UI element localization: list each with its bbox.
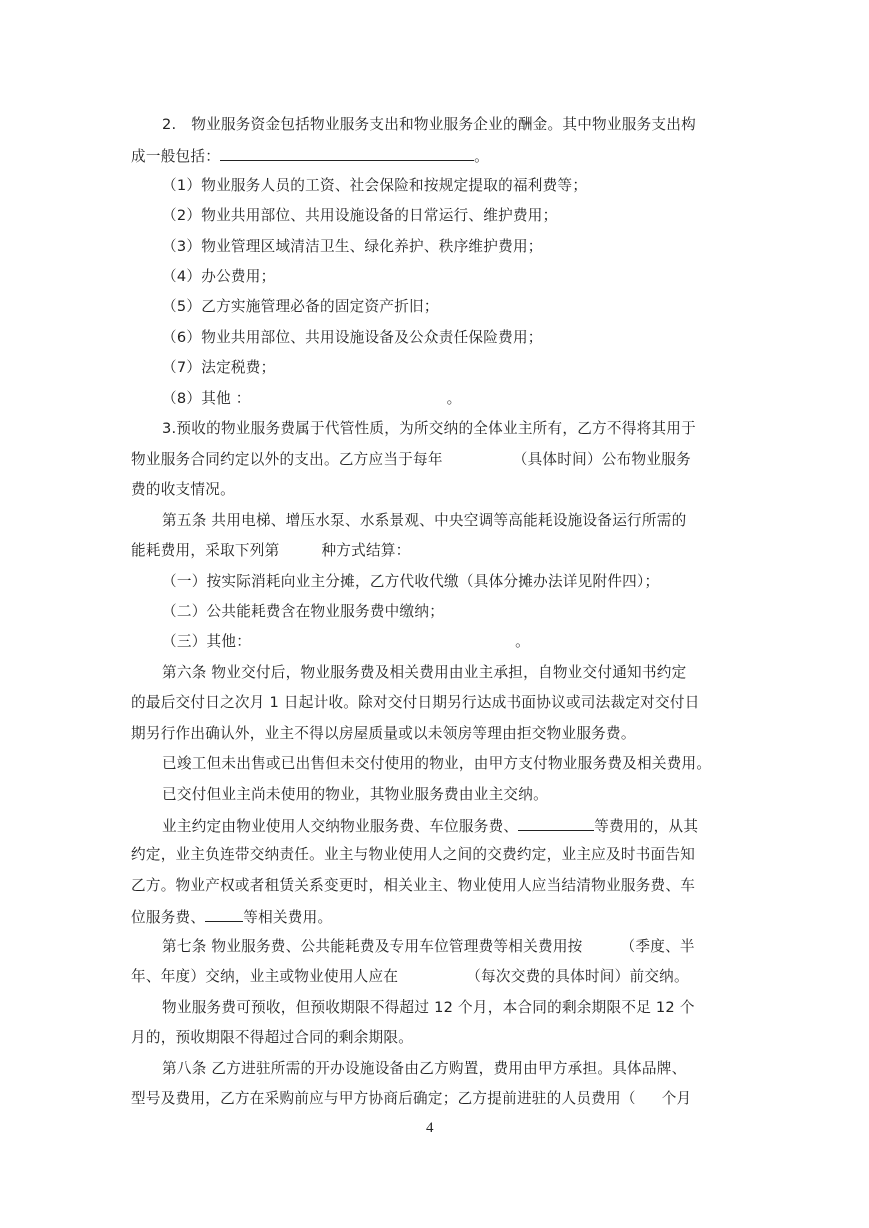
text: （每次交费的具体时间）前交纳。 [466, 968, 689, 985]
blank-field [518, 815, 594, 831]
article-6-line-3: 期另行作出确认外，业主不得以房屋质量或以未领房等理由拒交物业服务费。 [131, 725, 636, 742]
article-8-line-1: 第八条 乙方进驻所需的开办设施设备由乙方购置，费用由甲方承担。具体品牌、 [162, 1060, 687, 1077]
article-5-option-1: （一）按实际消耗向业主分摊，乙方代收代缴（具体分摊办法详见附件四）； [162, 573, 660, 590]
text: 等费用的，从其 [594, 818, 699, 835]
article-5-line-1: 第五条 共用电梯、增压水泵、水系景观、中央空调等高能耗设施设备运行所需的 [162, 512, 687, 529]
article-5-option-3 [162, 632, 530, 652]
article-7-line-1 [162, 937, 695, 957]
text: 型号及费用，乙方在采购前应与甲方协商后确定；乙方提前进驻的人员费用（ [131, 1090, 636, 1107]
text: （三）其他： [162, 633, 252, 650]
list-item-2: （2）物业共用部位、共用设施设备的日常运行、维护费用； [162, 207, 558, 224]
article-5-option-2: （二）公共能耗费含在物业服务费中缴纳； [162, 603, 445, 620]
para-3-line-3: 费的收支情况。 [131, 481, 235, 498]
article-6-para-4-line-1 [162, 815, 698, 837]
article-8-line-2 [131, 1089, 691, 1109]
text: （8）其他 ： [162, 390, 251, 407]
article-6-para-4-line-2: 约定，业主负连带交纳责任。业主与物业使用人之间的交费约定，业主应及时书面告知 [131, 846, 696, 863]
article-7-line-2 [131, 967, 689, 987]
article-6-para-4-line-3: 乙方。物业产权或者租赁关系变更时，相关业主、物业使用人应当结清物业服务费、车 [131, 877, 696, 894]
list-item-7: （7）法定税费； [162, 359, 276, 376]
para-3-line-2 [131, 450, 691, 470]
list-item-4: （4）办公费用； [162, 268, 276, 285]
article-6-line-1: 第六条 物业交付后，物业服务费及相关费用由业主承担，自物业交付通知书约定 [162, 664, 687, 681]
text: 。 [515, 633, 530, 650]
text: （具体时间）公布物业服务 [512, 451, 691, 468]
list-item-1: （1）物业服务人员的工资、社会保险和按规定提取的福利费等； [162, 177, 588, 194]
text: 。 [446, 390, 462, 407]
text: 第七条 物业服务费、公共能耗费及专用车位管理费等相关费用按 [162, 938, 583, 955]
article-6-line-2: 的最后交付日之次月 1 日起计收。除对交付日期另行达成书面协议或司法裁定对交付日 [131, 694, 700, 711]
article-7-para-2-line-2: 月的，预收期限不得超过合同的剩余期限。 [131, 1029, 414, 1046]
text: 位服务费、 [131, 909, 206, 926]
text: 。 [474, 148, 489, 165]
page-number: 4 [426, 1120, 434, 1136]
text: （季度、半 [620, 938, 695, 955]
para-2-line-1: 2. 物业服务资金包括物业服务支出和物业服务企业的酬金。其中物业服务支出构 [162, 116, 696, 133]
text: 年、年度）交纳，业主或物业使用人应在 [131, 968, 399, 985]
list-item-8 [162, 389, 462, 409]
text: 个月 [661, 1090, 692, 1107]
article-5-line-2 [131, 541, 411, 561]
article-7-para-2-line-1: 物业服务费可预收，但预收期限不得超过 12 个月，本合同的剩余期限不足 12 个 [162, 999, 695, 1016]
article-6-para-3: 已交付但业主尚未使用的物业，其物业服务费由业主交纳。 [162, 786, 548, 803]
blank-field [205, 906, 243, 922]
text: 能耗费用，采取下列第 [131, 542, 280, 559]
text: 成一般包括： [131, 148, 221, 165]
article-6-para-2: 已竣工但未出售或已出售但未交付使用的物业，由甲方支付物业服务费及相关费用。 [162, 755, 712, 772]
para-2-line-2 [131, 145, 489, 167]
list-item-5: （5）乙方实施管理必备的固定资产折旧； [162, 298, 439, 315]
blank-field [220, 145, 474, 161]
text: 物业服务合同约定以外的支出。乙方应当于每年 [131, 451, 443, 468]
text: 种方式结算： [321, 542, 411, 559]
list-item-3: （3）物业管理区域清洁卫生、绿化养护、秩序维护费用； [162, 238, 543, 255]
list-item-6: （6）物业共用部位、共用设施设备及公众责任保险费用； [162, 329, 543, 346]
text: 业主约定由物业使用人交纳物业服务费、车位服务费、 [162, 818, 519, 835]
article-6-para-4-line-4 [131, 906, 332, 928]
text: 等相关费用。 [243, 909, 333, 926]
para-3-line-1: 3.预收的物业服务费属于代管性质，为所交纳的全体业主所有，乙方不得将其用于 [162, 420, 696, 437]
